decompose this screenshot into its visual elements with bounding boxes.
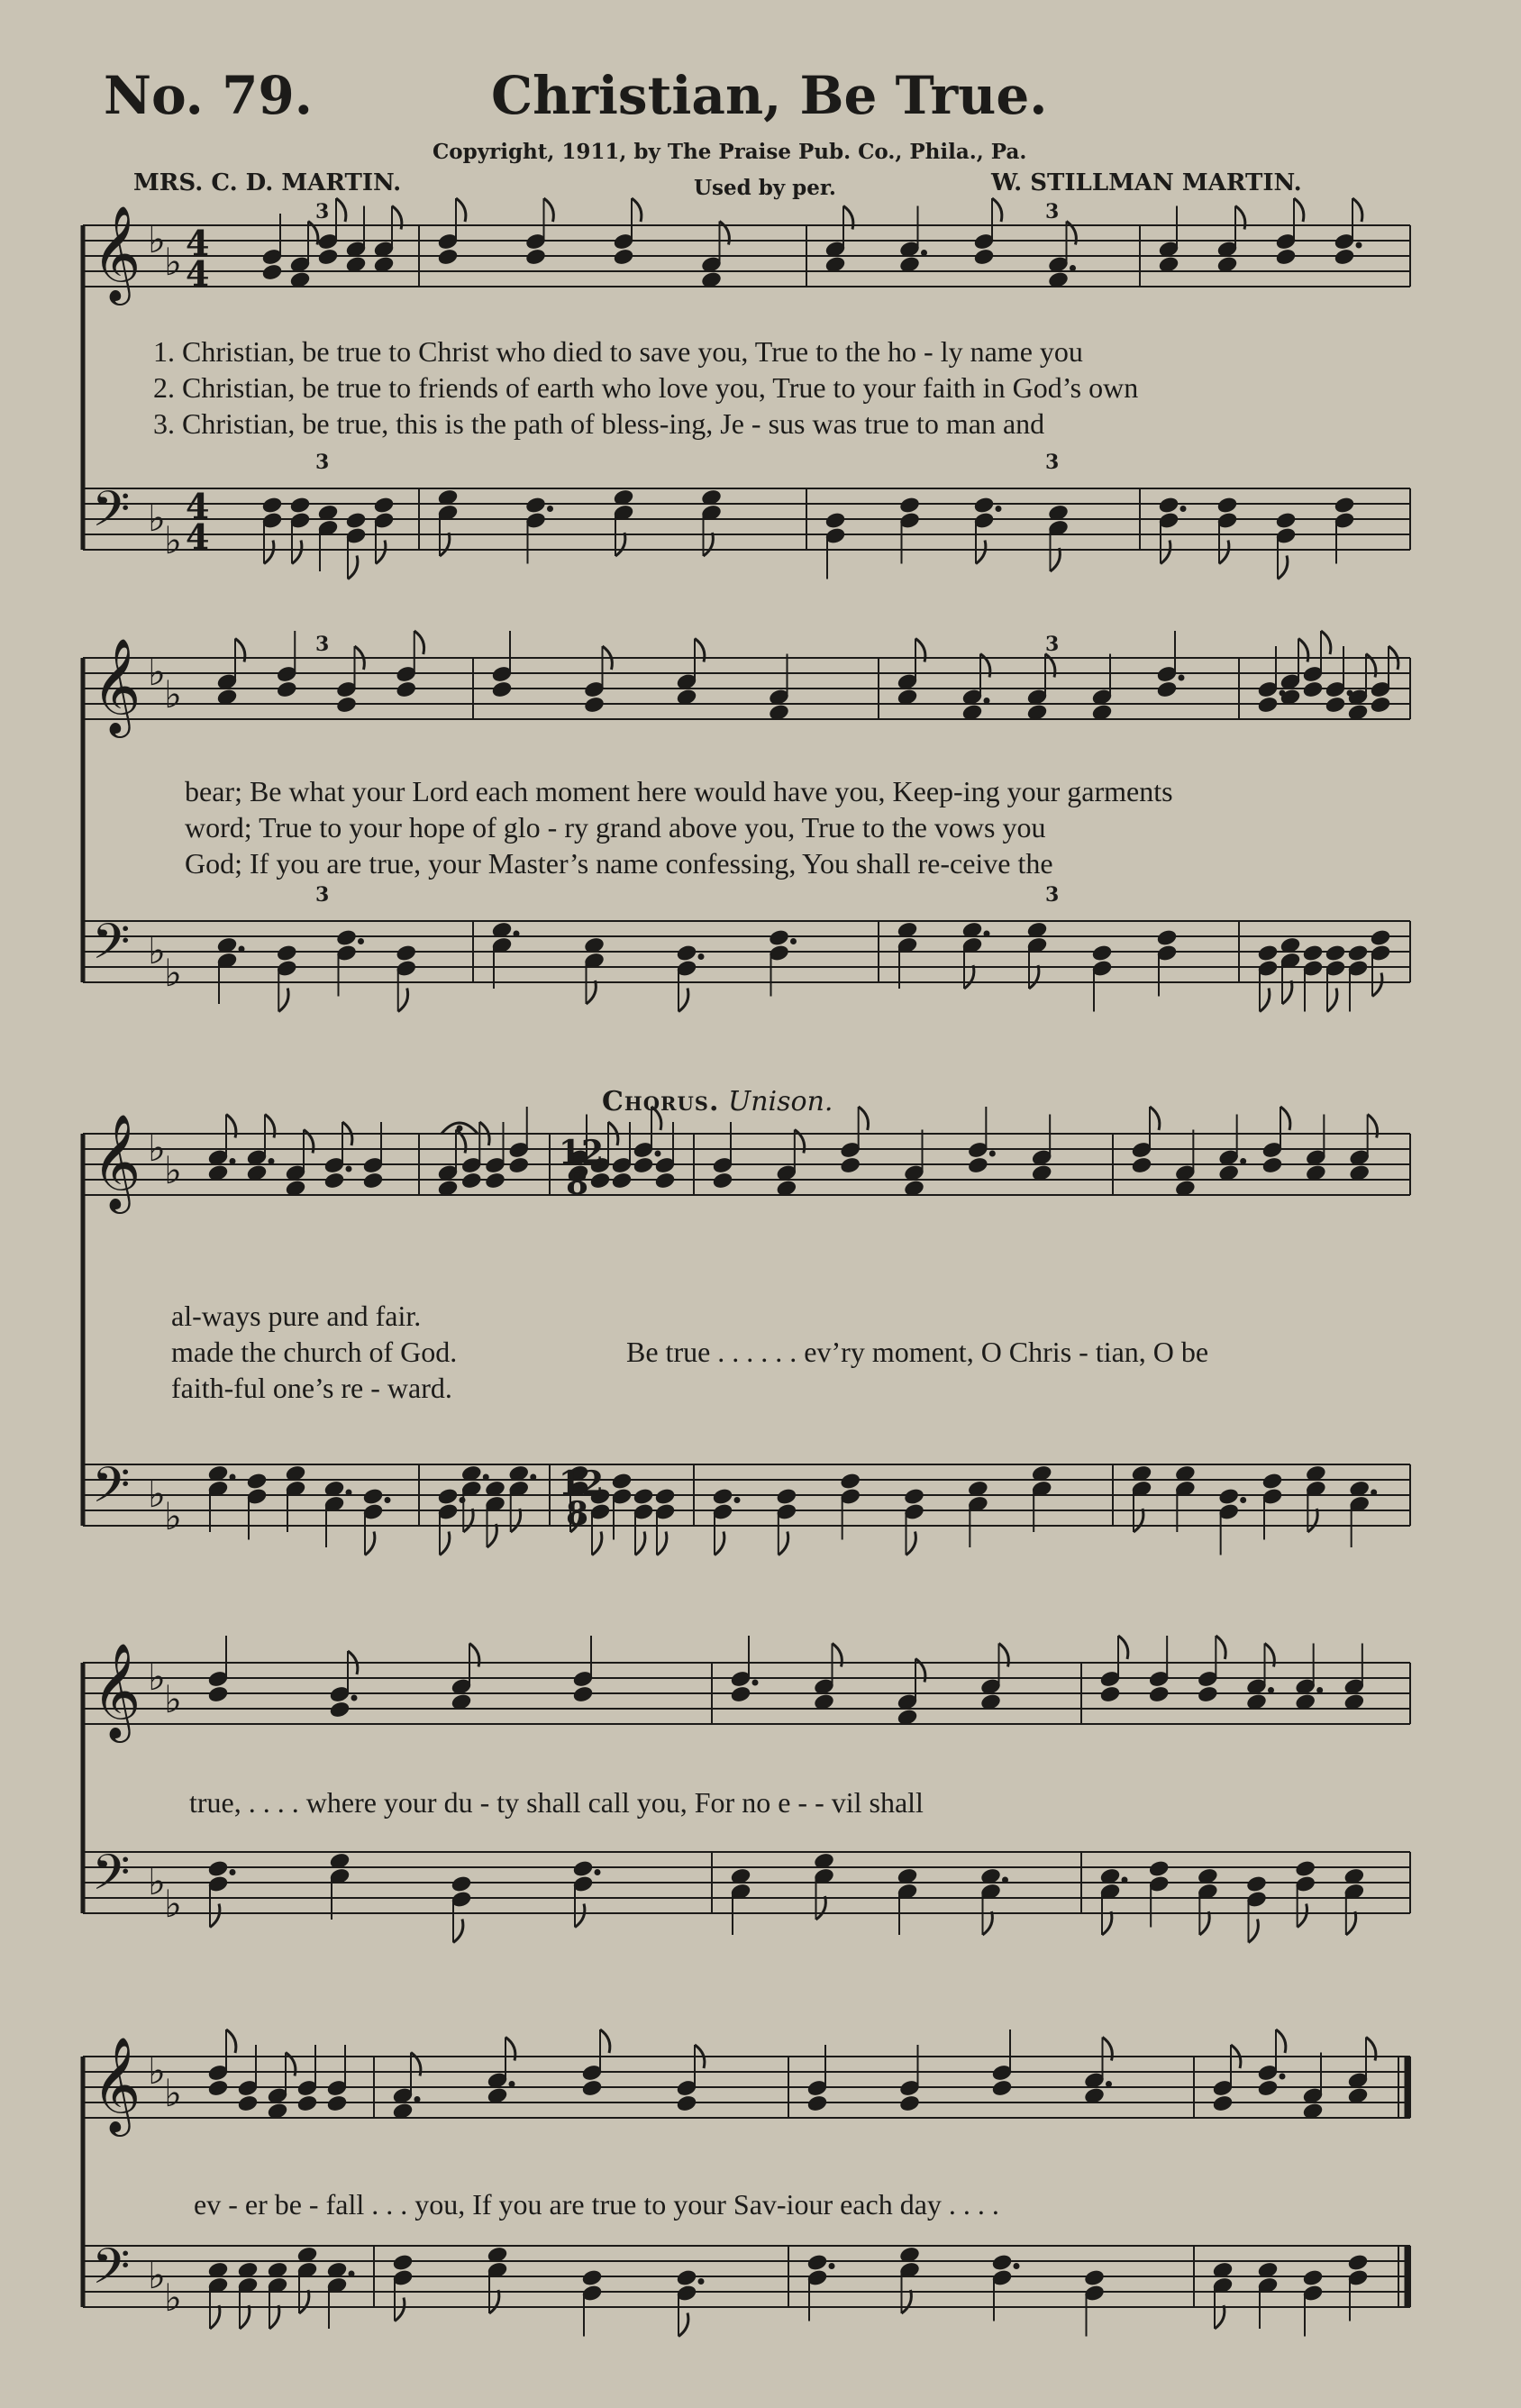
svg-text:𝄞: 𝄞 — [92, 1113, 141, 1209]
svg-text:♭: ♭ — [148, 1126, 166, 1170]
verse-line-1: bear; Be what your Lord each moment here would have you, Keep-ing your garments — [185, 775, 1173, 807]
svg-text:𝄢: 𝄢 — [92, 2238, 131, 2307]
permission-note: Used by per. — [694, 176, 836, 200]
svg-text:𝄞: 𝄞 — [92, 205, 141, 301]
svg-text:𝄞: 𝄞 — [92, 1642, 141, 1738]
svg-text:♭: ♭ — [148, 650, 166, 694]
svg-text:3: 3 — [315, 883, 330, 907]
verse-line-3: faith-ful one’s re - ward. — [171, 1372, 452, 1404]
svg-text:3: 3 — [1045, 451, 1060, 474]
svg-text:3: 3 — [1045, 200, 1060, 223]
svg-text:♭: ♭ — [148, 2253, 166, 2297]
svg-text:𝄢: 𝄢 — [92, 913, 131, 982]
chorus-line-1: Be true . . . . . . ev’ry moment, O Chris - tian, O be — [626, 1336, 1209, 1368]
hymn-title: Christian, Be True. — [491, 65, 1048, 126]
svg-text:12: 12 — [559, 1134, 605, 1172]
chorus-heading — [602, 1086, 833, 1117]
svg-text:4: 4 — [186, 223, 210, 263]
svg-text:3: 3 — [315, 633, 330, 656]
lyricist: MRS. C. D. MARTIN. — [133, 169, 402, 196]
svg-text:♭: ♭ — [164, 951, 182, 995]
verse-line-1: 1. Christian, be true to Christ who died to save you, True to the ho - ly name you — [153, 335, 1083, 368]
svg-text:𝄢: 𝄢 — [92, 1844, 131, 1913]
chorus-label: Chorus. — [602, 1086, 720, 1117]
svg-text:𝄢: 𝄢 — [92, 1456, 131, 1526]
svg-text:♭: ♭ — [148, 2048, 166, 2093]
svg-text:♭: ♭ — [164, 518, 182, 562]
verse-line-2: word; True to your hope of glo - ry grand above you, True to the vows you — [185, 811, 1046, 844]
chorus-line-2: true, . . . . where your du - ty shall call you, For no e - - vil shall — [189, 1786, 924, 1819]
chorus-direction: Unison. — [727, 1086, 833, 1117]
verse-line-2: made the church of God. — [171, 1336, 458, 1368]
svg-text:♭: ♭ — [164, 1677, 182, 1721]
svg-text:♭: ♭ — [148, 496, 166, 540]
verse-line-3: 3. Christian, be true, this is the path of bless-ing, Je - sus was true to man and — [153, 407, 1045, 440]
svg-text:♭: ♭ — [164, 240, 182, 284]
composer: W. STILLMAN MARTIN. — [991, 169, 1302, 196]
svg-text:♭: ♭ — [164, 672, 182, 716]
svg-text:♭: ♭ — [148, 217, 166, 261]
svg-text:4: 4 — [186, 486, 210, 526]
svg-text:4: 4 — [186, 253, 210, 294]
verse-line-3: God; If you are true, your Master’s name confessing, You shall re-ceive the — [185, 847, 1053, 880]
svg-text:3: 3 — [315, 451, 330, 474]
svg-text:𝄢: 𝄢 — [92, 480, 131, 550]
svg-text:8: 8 — [566, 1164, 589, 1202]
svg-text:𝄞: 𝄞 — [92, 2036, 141, 2132]
hymn-number: No. 79. — [104, 65, 313, 126]
svg-text:3: 3 — [1045, 633, 1060, 656]
svg-text:3: 3 — [315, 200, 330, 223]
svg-text:8: 8 — [566, 1495, 589, 1533]
verse-line-2: 2. Christian, be true to friends of earth who love you, True to your faith in God’s own — [153, 371, 1139, 404]
svg-text:3: 3 — [1045, 883, 1060, 907]
chorus-line-3: ev - er be - fall . . . you, If you are true to your Sav-iour each day . . . . — [194, 2188, 999, 2221]
svg-text:♭: ♭ — [164, 2276, 182, 2320]
svg-text:♭: ♭ — [164, 1882, 182, 1926]
svg-text:♭: ♭ — [148, 1859, 166, 1903]
svg-text:♭: ♭ — [164, 2071, 182, 2115]
svg-text:12: 12 — [559, 1464, 605, 1502]
svg-text:♭: ♭ — [164, 1148, 182, 1192]
svg-text:♭: ♭ — [148, 1655, 166, 1699]
svg-text:♭: ♭ — [148, 1472, 166, 1516]
verse-line-1: al-ways pure and fair. — [171, 1300, 422, 1332]
copyright-notice: Copyright, 1911, by The Praise Pub. Co., Phila., Pa. — [433, 140, 1027, 164]
svg-text:𝄞: 𝄞 — [92, 637, 141, 734]
svg-text:4: 4 — [186, 516, 210, 557]
svg-text:♭: ♭ — [148, 928, 166, 972]
svg-text:♭: ♭ — [164, 1494, 182, 1538]
